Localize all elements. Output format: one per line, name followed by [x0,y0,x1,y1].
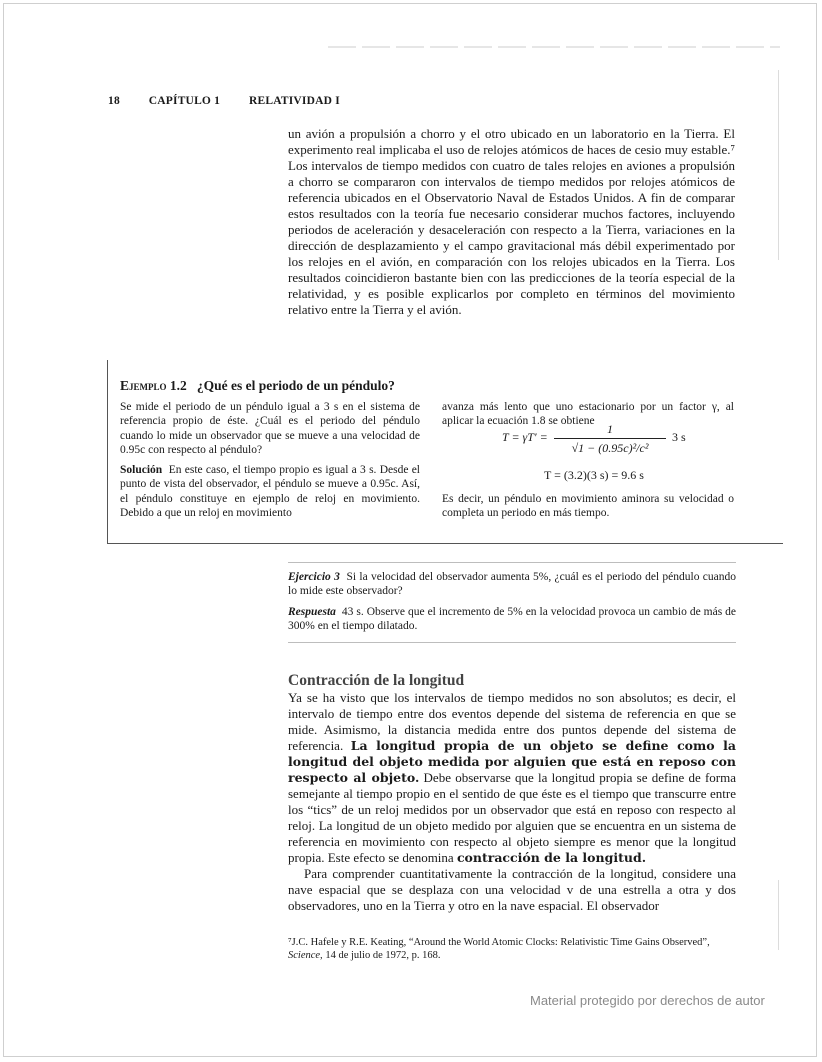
solution-label: Solución [120,464,163,477]
example-label: Ejemplo 1.2 [120,378,187,393]
example-box [107,360,783,544]
fraction-line [554,438,666,439]
exercise-text: Si la velocidad del observador aumenta 5%, ¿cuál es el periodo del péndulo cuando lo mide este observador? [288,571,736,598]
example-right-column [442,400,734,520]
equation-factor: 3 s [672,430,686,444]
example-left-column [120,400,420,526]
footnote-journal: Science, [288,950,323,961]
footnote-details: 14 de julio de 1972, p. 168. [322,950,441,961]
exercise-question [288,570,736,599]
equation-denominator: √1 − (0.95c)²/c² [571,441,649,456]
equation-fraction [554,422,666,456]
side-rule [778,70,779,260]
example-heading: ¿Qué es el periodo de un péndulo? [196,378,395,393]
exercise-block [288,570,736,639]
example-conclusion: Es decir, un péndulo en movimiento aminora su velocidad o completa un periodo en más tiempo. [442,493,734,520]
section-paragraph-1 [288,690,736,866]
paragraph-text: Debe observarse que la longitud propia se define de forma semejante al tiempo propio en el sentido de que éste es el tiempo que transcurre entre los “tics” de un reloj medidos por un observador que está en reposo con respecto al reloj. La longitud de un objeto medido por alguien que se encuentra en un sistema de referencia en movimiento con respecto al objeto siempre es menor que la longitud propia. Este efecto se denomina [288,770,736,865]
example-solution [120,463,420,520]
section-title: Contracción de la longitud [288,672,465,689]
equation-numerator: 1 [607,422,613,436]
exercise-label: Ejercicio 3 [288,571,340,583]
copyright-watermark: Material protegido por derechos de autor [530,993,765,1008]
example-title [120,378,395,394]
term-bold: contracción de la longitud. [456,850,647,865]
equation-lhs: T = γT′ = [502,430,548,444]
exercise-answer [288,605,736,634]
chapter-label: CAPÍTULO 1 [148,95,221,107]
footnote-authors: J.C. Hafele y R.E. Keating, “Around the World Atomic Clocks: Relativistic Time Gains Observed”, [291,937,710,948]
example-statement: Se mide el periodo de un péndulo igual a 3 s en el sistema de referencia propio de éste. ¿Cuál es el periodo del péndulo cuando lo mide un observador que se mueve a una velocidad de 0.95c con respecto al péndulo? [120,401,420,456]
section-body [288,690,736,914]
definition-bold: La longitud propia de un objeto se define como la longitud del objeto medida por alguien que está en reposo con respecto al objeto. [288,738,737,785]
page-header [108,95,366,107]
intro-paragraph: un avión a propulsión a chorro y el otro ubicado en un laboratorio en la Tierra. El experimento real implicaba el uso de relojes atómicos de haces de cesio muy estable.⁷ Los intervalos de tiempo medidos con cuatro de tales relojes en aviones a propulsión a chorro se compararon con intervalos de tiempo medidos por relojes atómicos de referencia ubicados en el Observatorio Naval de Estados Unidos. A fin de comparar estos resultados con la teoría fue necesario considerar muchos factores, incluyendo periodos de aceleración y desaceleración con respecto a la Tierra, variaciones en la dirección de desplazamiento y el campo gravitacional más débil experimentado por los relojes en el avión, en comparación con los relojes ubicados en la Tierra. Los resultados coincidieron bastante bien con las predicciones de la teoría especial de la relatividad, y es posible explicarlos por completo en términos del movimiento relativo entre la Tierra y el avión. [288,126,735,317]
top-faded-rule [328,46,780,48]
page-number: 18 [108,95,120,107]
answer-label: Respuesta [288,605,336,618]
footnote-marker: ⁷ [288,937,292,948]
example-right-text: avanza más lento que uno estacionario por un factor γ, al aplicar la ecuación 1.8 se obtiene [442,401,734,428]
solution-text: En este caso, el tiempo propio es igual a 3 s. Desde el punto de vista del observador, el péndulo se mueve a 0.95c. Así, el péndulo constituye en ejemplo de reloj en movimiento. Debido a que un reloj en movimiento [120,464,421,520]
section-paragraph-2: Para comprender cuantitativamente la contracción de la longitud, considere una nave espacial que se desplaza con una velocidad v de una estrella a otra y dos observadores, uno en la Tierra y otro en la nave espacial. El observador [288,866,736,913]
equation-result: T = (3.2)(3 s) = 9.6 s [544,468,644,482]
chapter-title: RELATIVIDAD I [248,95,340,107]
side-rule [778,880,779,950]
footnote [288,936,736,962]
exercise-top-rule [288,562,736,563]
paragraph-text: Ya se ha visto que los intervalos de tiempo medidos no son absolutos; es decir, el intervalo de tiempo entre dos eventos depende del sistema de referencia en que se mide. Asimismo, la distancia medida entre dos puntos depende del sistema de referencia. [288,690,736,753]
answer-text: 43 s. Observe que el incremento de 5% en la velocidad provoca un cambio de más de 300% en el tiempo dilatado. [288,605,737,632]
exercise-bottom-rule [288,642,736,643]
